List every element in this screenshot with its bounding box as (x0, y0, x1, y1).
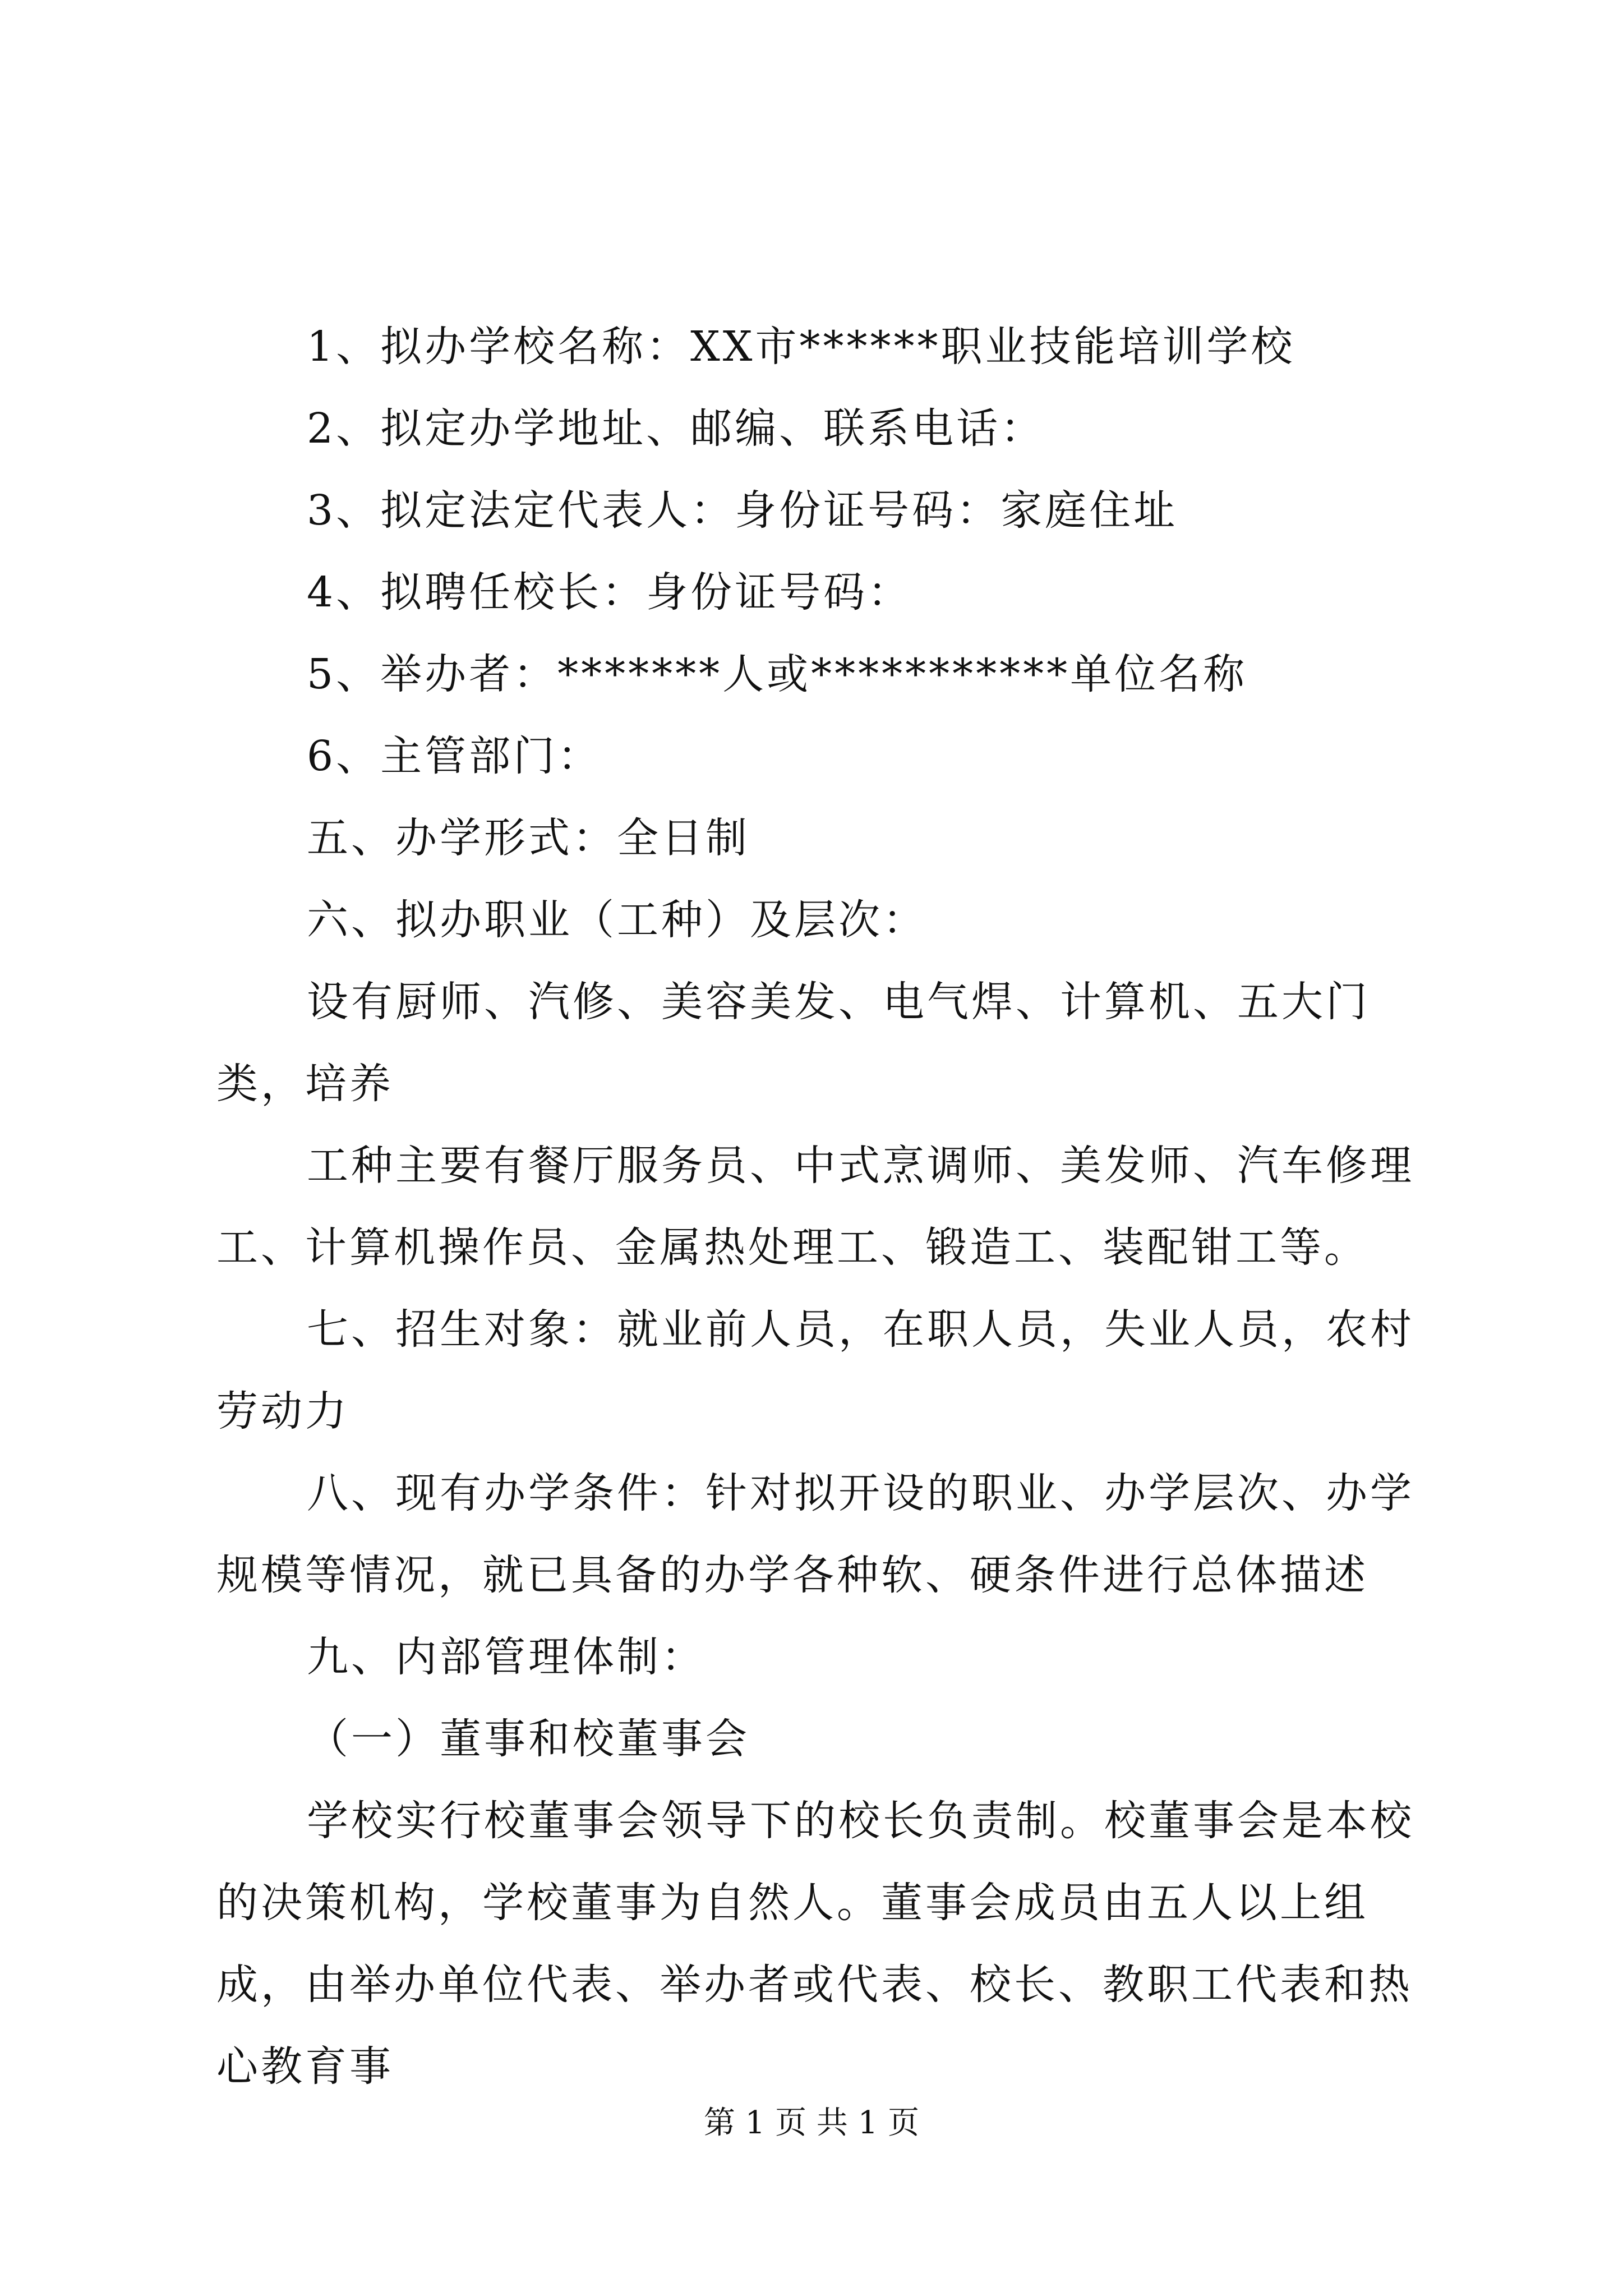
document-body (216, 306, 1427, 2108)
paragraph-trade-types: 工种主要有餐厅服务员、中式烹调师、美发师、汽车修理工、计算机操作员、金属热处理工、锻造工、装配钳工等。 (216, 1142, 1414, 1272)
paragraph-legal-representative: 3、拟定法定代表人：身份证号码：家庭住址 (307, 486, 1178, 535)
paragraph-principal: 4、拟聘任校长：身份证号码： (307, 568, 912, 616)
paragraph-occupations-heading: 六、拟办职业（工种）及层次： (307, 896, 927, 944)
paragraph-organizer: 5、举办者：*******人或***********单位名称 (307, 650, 1248, 698)
paragraph-address: 2、拟定办学地址、邮编、联系电话： (307, 404, 1045, 453)
paragraph-enrollment-targets: 七、招生对象：就业前人员，在职人员，失业人员，农村劳动力 (216, 1305, 1414, 1435)
paragraph-supervising-department: 6、主管部门： (307, 732, 602, 780)
paragraph-occupation-categories: 设有厨师、汽修、美容美发、电气焊、计算机、五大门类，培养 (216, 978, 1370, 1108)
paragraph-board-heading: （一）董事和校董事会 (307, 1715, 750, 1763)
paragraph-management-system: 九、内部管理体制： (307, 1633, 706, 1681)
page-footer: 第 1 页 共 1 页 (703, 2105, 920, 2141)
paragraph-board-description: 学校实行校董事会领导下的校长负责制。校董事会是本校的决策机构，学校董事为自然人。董事会成员由五人以上组成，由举办单位代表、举办者或代表、校长、教职工代表和热心教育事 (216, 1797, 1414, 2091)
paragraph-school-form: 五、办学形式：全日制 (307, 814, 750, 862)
paragraph-existing-conditions: 八、现有办学条件：针对拟开设的职业、办学层次、办学规模等情况，就已具备的办学各种软、硬条件进行总体描述 (216, 1469, 1414, 1599)
paragraph-school-name: 1、拟办学校名称：XX市******职业技能培训学校 (307, 323, 1295, 371)
